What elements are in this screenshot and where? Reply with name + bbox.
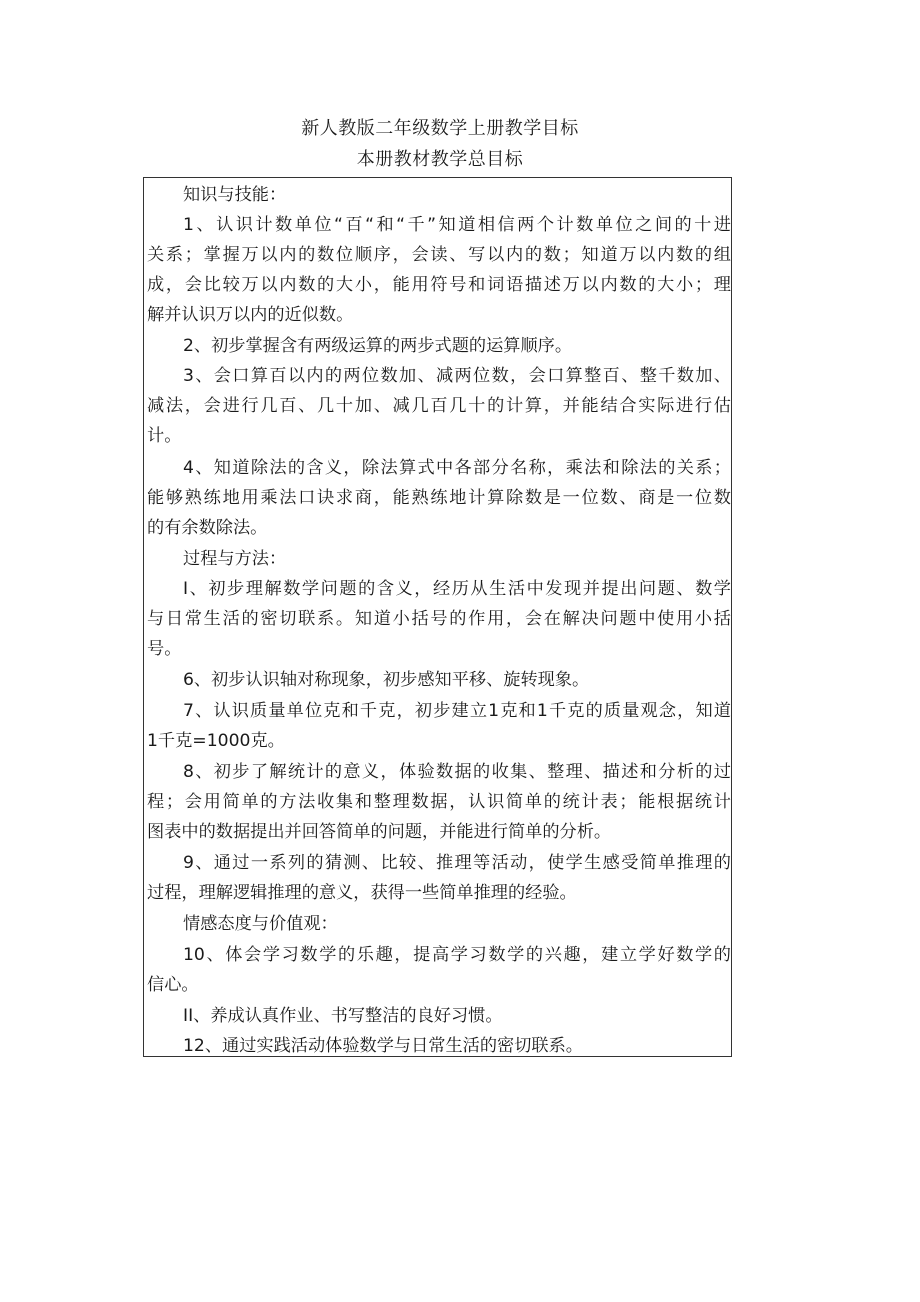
text-line: 与日常生活的密切联系。知道小括号的作用，会在解决问题中使用小括 — [147, 609, 731, 629]
document-title: 新人教版二年级数学上册教学目标 — [301, 118, 579, 139]
text-line: 9、通过一系列的猜测、比较、推理等活动，使学生感受简单推理的 — [183, 853, 731, 873]
text-line: 减法，会进行几百、几十加、减几百几十的计算，并能结合实际进行估 — [147, 396, 731, 416]
section-heading-attitude: 情感态度与价值观： — [183, 914, 338, 934]
text-line: 关系；掌握万以内的数位顺序，会读、写以内的数；知道万以内数的组 — [147, 245, 731, 265]
text-line: 信心。 — [147, 975, 199, 995]
text-line: 10、体会学习数学的乐趣，提高学习数学的兴趣，建立学好数学的 — [183, 945, 731, 965]
text-line: 12、通过实践活动体验数学与日常生活的密切联系。 — [183, 1036, 583, 1056]
text-line: 2、初步掌握含有两级运算的两步式题的运算顺序。 — [183, 336, 573, 356]
text-line: 8、初步了解统计的意义，体验数据的收集、整理、描述和分析的过 — [183, 762, 731, 782]
text-line: 号。 — [147, 639, 182, 659]
text-line: 计。 — [147, 426, 182, 446]
text-line: I、初步理解数学问题的含义，经历从生活中发现并提出问题、数学 — [183, 579, 731, 599]
text-line: 1千克=1000克。 — [147, 731, 285, 751]
text-line: 解并认识万以内的近似数。 — [147, 305, 354, 325]
objectives-box — [143, 177, 732, 1057]
text-line: 程；会用简单的方法收集和整理数据，认识简单的统计表；能根据统计 — [147, 792, 731, 812]
section-heading-knowledge: 知识与技能： — [183, 185, 287, 205]
text-line: 能够熟练地用乘法口诀求商，能熟练地计算除数是一位数、商是一位数 — [147, 488, 731, 508]
text-line: 7、认识质量单位克和千克，初步建立1克和1千克的质量观念，知道 — [183, 701, 731, 721]
text-line: 过程，理解逻辑推理的意义，获得一些简单推理的经验。 — [147, 883, 577, 903]
text-line: 4、知道除法的含义，除法算式中各部分名称，乘法和除法的关系； — [183, 458, 731, 478]
section-heading-process: 过程与方法： — [183, 549, 287, 569]
text-line: 1、认识计数单位“百“和“千”知道相信两个计数单位之间的十进 — [183, 215, 731, 235]
text-line: 的有余数除法。 — [147, 518, 268, 538]
text-line: 6、初步认识轴对称现象，初步感知平移、旋转现象。 — [183, 670, 590, 690]
text-line: 3、会口算百以内的两位数加、减两位数，会口算整百、整千数加、 — [183, 366, 731, 386]
text-line: 成，会比较万以内数的大小，能用符号和词语描述万以内数的大小；理 — [147, 275, 731, 295]
text-line: 图表中的数据提出并回答简单的问题，并能进行简单的分析。 — [147, 822, 612, 842]
text-line: II、养成认真作业、书写整洁的良好习惯。 — [183, 1006, 503, 1026]
document-subtitle: 本册教材教学总目标 — [356, 149, 524, 170]
